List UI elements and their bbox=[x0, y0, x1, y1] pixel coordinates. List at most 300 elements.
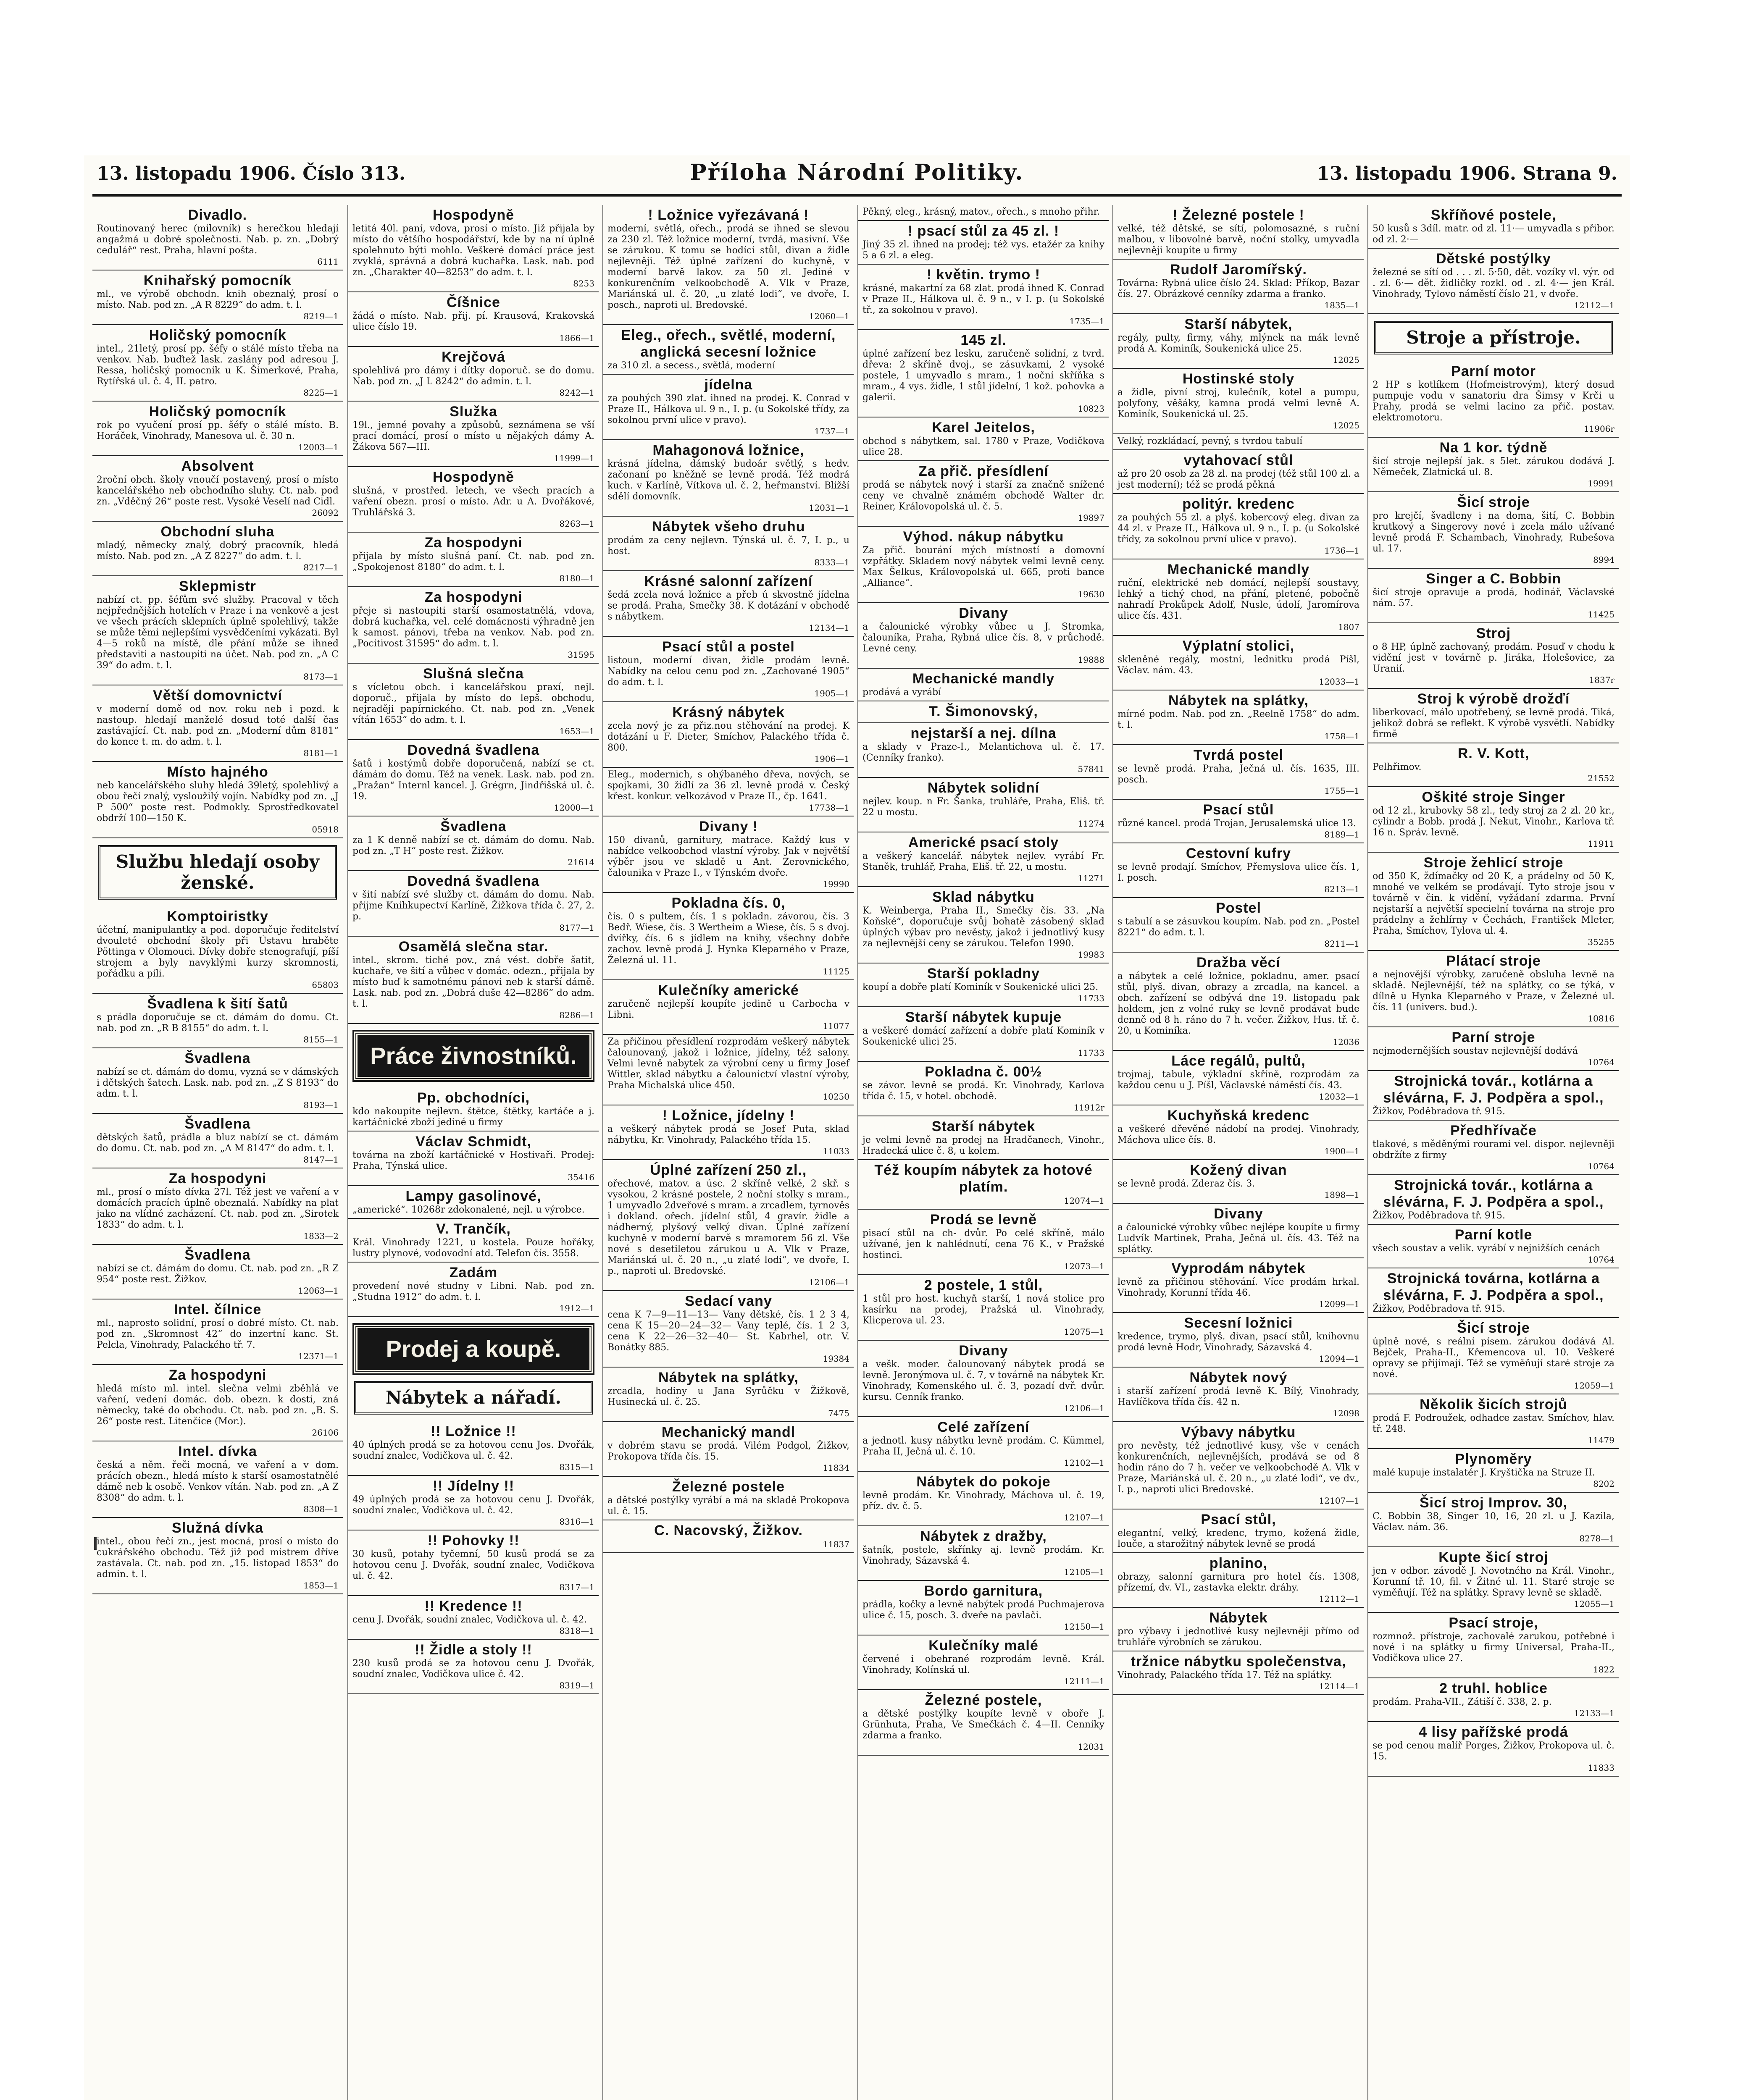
classified-ad bbox=[1368, 1225, 1619, 1268]
ad-text: v šití nabízí své služby ct. dámám do domu. Nab. přijme Knihkupectví Karlíně, Žižkova třída č. 27, 2. p. bbox=[352, 890, 594, 922]
ad-text: účetní, manipulantky a pod. doporučuje ředitelství dvouleté obchodní školy při Ústavu hraběte Pöttinga v Olomouci. Dívky dobře stenografují, píší strojem a byly navyklými kurzy skromnosti, pořádku a píli. bbox=[97, 925, 339, 979]
classified-ad bbox=[858, 461, 1109, 527]
ad-text: ml., prosí o místo dívka 27l. Též jest ve vaření a v domácích pracích úplně obeznalá. Nabídky na plat jako na vlídné zacházení. Ct. nab. pod zn. „Sirotek 1833“ do adm. t. l. bbox=[97, 1187, 339, 1230]
ad-heading: Za přič. přesídlení bbox=[918, 463, 1049, 479]
ad-text: od 350 K, ždímačky od 20 K, a prádelny od 50 K, mnohé ve velkém se prodávají. Tyto stroje jsou v továrně v čin. k vidění, vyžádaní zdarma. První nejstarší a největší specielní továrna na stroje pro prádelny a žehlírny v Čechách, František Mleter, Praha, Smíchov, Tylova ul. 4. bbox=[1373, 871, 1614, 936]
ad-heading: Divany bbox=[1214, 1206, 1263, 1222]
ad-code: 12031 bbox=[1078, 1742, 1104, 1752]
section-heading: Nábytek a nářadí. bbox=[354, 1381, 593, 1415]
ad-code: 12106—1 bbox=[1064, 1403, 1104, 1413]
ad-code: 11125 bbox=[823, 966, 849, 976]
classified-ad bbox=[92, 402, 343, 456]
ad-heading: Psací stroje, bbox=[1449, 1615, 1538, 1631]
ad-text: úplně nové, s reální písem. zárukou dodává Al. Bejček, Praha-II., Křemencova ul. 10. Veškeré opravy se přijímají. Též se vyměňují staré stroje za nové. bbox=[1373, 1336, 1614, 1380]
ad-code: 1906—1 bbox=[814, 754, 849, 764]
ad-text: za pouhých 55 zl. a plyš. kobercový eleg. divan za 44 zl. v Praze II., Hálkova ul. 9 n., I. p. (u Sokolské třídy, za sokolnou první ulice v pravo). bbox=[1117, 512, 1359, 545]
ad-text: 49 úplných prodá se za hotovou cenu J. Dvořák, soudní znalec, Vodičkova ul. č. 42. bbox=[352, 1494, 594, 1516]
classified-ad bbox=[1368, 205, 1619, 249]
ad-text: a čalounické výrobky vůbec u J. Stromka, čalouníka, Praha, Rybná ulice čís. 8, v průchodě. Levné ceny. bbox=[862, 622, 1104, 654]
ad-heading: ! květin. trymo ! bbox=[926, 267, 1041, 283]
ad-text: Král. Vinohrady 1221, u kostela. Pouze hořáky, lustry plynové, vodovodní atd. Telefon čís. 3558. bbox=[352, 1237, 594, 1259]
column-5 bbox=[1112, 205, 1364, 2100]
classified-ad bbox=[858, 417, 1109, 461]
ad-text: tlakové, s měděnými rourami vel. dispor. nejlevněji obdržíte z firmy bbox=[1373, 1139, 1614, 1160]
ad-text: Žižkov, Poděbradova tř. 915. bbox=[1373, 1304, 1506, 1314]
ad-code: 12055—1 bbox=[1574, 1599, 1614, 1609]
ad-heading: Sklad nábytku bbox=[932, 889, 1035, 905]
classified-ad bbox=[603, 571, 854, 637]
ad-code: 8319—1 bbox=[559, 1680, 594, 1690]
ad-heading: Nábytek bbox=[1209, 1610, 1268, 1626]
ad-heading: Secesní ložnici bbox=[1184, 1315, 1293, 1331]
classified-ad bbox=[1113, 1313, 1364, 1368]
ad-text: prodává a vyrábí bbox=[862, 687, 941, 698]
classified-ad bbox=[1113, 205, 1364, 260]
ad-text: a veškerý nábytek prodá se Josef Puta, sklad nábytku, Kr. Vinohrady, Palackého třída 15. bbox=[607, 1124, 849, 1145]
ad-heading: Divany bbox=[959, 605, 1008, 621]
ad-text: cena K 7—9—11—13— Vany dětské, čís. 1 2 3 4, cena K 15—20—24—32— Vany teplé, čís. 1 2 3, cena K 22—26—32—40— St. Kabrhel, otr. V. Bonátky 885. bbox=[607, 1310, 849, 1353]
ad-heading: Karel Jeitelos, bbox=[932, 420, 1035, 436]
ad-heading: 4 lisy pařížské prodá bbox=[1419, 1724, 1568, 1740]
ad-code: 1905—1 bbox=[814, 688, 849, 698]
ad-heading: Švadlena bbox=[184, 1247, 251, 1263]
ad-heading: Strojnická továrna, kotlárna a slévárna, F. J. Podpěra a spol., bbox=[1383, 1270, 1604, 1303]
classified-ad bbox=[858, 221, 1109, 265]
ad-text: K. Weinberga, Praha II., Smečky čís. 33. „Na Koňské“, doporučuje svůj bohatě zásobený sklad úplných výbav pro nevěsty, jakož i jednotlivý kusy za nejlevnější ceny se zárukou. Telefon 1990. bbox=[862, 906, 1104, 949]
ad-heading: 2 truhl. hoblice bbox=[1439, 1680, 1548, 1696]
ad-text: všech soustav a velik. vyrábí v nejnižších cenách bbox=[1373, 1243, 1601, 1254]
ad-code: 19888 bbox=[1078, 655, 1104, 665]
ad-heading: Sklepmistr bbox=[179, 578, 256, 594]
ad-heading: Několik šicích strojů bbox=[1420, 1396, 1567, 1412]
classified-ad bbox=[603, 1105, 854, 1160]
ad-code: 8242—1 bbox=[559, 388, 594, 398]
ad-heading: Pp. obchodníci, bbox=[417, 1090, 530, 1106]
classified-ad bbox=[603, 893, 854, 980]
classified-ad bbox=[1368, 1722, 1619, 1777]
columns bbox=[92, 205, 1622, 2100]
ad-heading: Nábytek do pokoje bbox=[916, 1474, 1051, 1490]
classified-ad bbox=[92, 325, 343, 402]
classified-ad bbox=[348, 347, 599, 402]
ad-code: 12025 bbox=[1333, 355, 1359, 365]
classified-ad bbox=[92, 1245, 343, 1299]
ad-heading: Vyprodám nábytek bbox=[1171, 1260, 1306, 1276]
classified-ad bbox=[858, 778, 1109, 832]
ad-heading: Hospodyně bbox=[432, 469, 515, 485]
ad-code: 1837r bbox=[1589, 675, 1614, 685]
ad-code: 8217—1 bbox=[303, 562, 339, 572]
classified-ad bbox=[1113, 434, 1364, 450]
ad-text: obchod s nábytkem, sal. 1780 v Praze, Vodičkova ulice 28. bbox=[862, 436, 1104, 457]
ad-heading: Kupte šicí stroj bbox=[1438, 1549, 1549, 1565]
ad-heading: Dětské postýlky bbox=[1436, 251, 1551, 267]
ad-heading: Skříňové postele, bbox=[1430, 207, 1557, 223]
ad-text: se levně prodají. Smíchov, Přemyslova ulice čís. 1, I. posch. bbox=[1117, 862, 1359, 883]
ad-heading: Výbavy nábytku bbox=[1181, 1424, 1296, 1440]
classified-ad bbox=[348, 816, 599, 871]
ad-text: prádla, kočky a levně nabýtek prodá Puchmajerova ulice č. 15, posch. 3. dveře na pavlači. bbox=[862, 1599, 1104, 1621]
ad-text: nejmodernějších soustav nejlevnější dodává bbox=[1373, 1046, 1578, 1056]
classified-ad bbox=[348, 467, 599, 533]
ad-code: 8147—1 bbox=[303, 1155, 339, 1165]
ad-code: 12000—1 bbox=[554, 803, 594, 813]
classified-ad bbox=[858, 1210, 1109, 1275]
classified-ad bbox=[348, 1219, 599, 1263]
ad-heading: Psací stůl bbox=[1203, 802, 1274, 818]
ad-code: 11271 bbox=[1078, 873, 1104, 883]
ad-text: šicí stroje nejlepší jak. s 5let. zárukou dodává J. Němeček, Zlatnická ul. 8. bbox=[1373, 456, 1614, 478]
ad-code: 11033 bbox=[823, 1146, 849, 1156]
classified-ad bbox=[858, 603, 1109, 669]
classified-ad bbox=[603, 325, 854, 375]
ad-text: nabízí se ct. dámám do domu, vyzná se v dámských i dětských šatech. Lask. nab. pod zn. „Z S 8193“ do adm. t. l. bbox=[97, 1067, 339, 1099]
ad-code: 31595 bbox=[568, 650, 594, 660]
ad-code: 8316—1 bbox=[559, 1517, 594, 1527]
ad-heading: Eleg., ořech., světlé, moderní, anglická secesní ložnice bbox=[621, 327, 836, 360]
section-heading: Stroje a přístroje. bbox=[1374, 321, 1613, 354]
ad-heading: !! Pohovky !! bbox=[427, 1533, 520, 1549]
ad-text: trojmaj, tabule, výkladní skříně, rozprodám za každou cenu u J. Píšl, Václavské náměstí čís. 43. bbox=[1117, 1069, 1359, 1091]
classified-ad bbox=[1368, 1449, 1619, 1493]
ad-text: železné se sítí od . . . zl. 5·50, dět. vozíky vl. výr. od . zl. 6·— dět. židličky rozkl. od . zl. 4·— jen Král. Vinohrady, Tylovo náměstí číslo 21, v dvoře. bbox=[1373, 267, 1614, 299]
ad-code: 11425 bbox=[1588, 609, 1614, 620]
classified-ad bbox=[603, 1291, 854, 1368]
classified-ad bbox=[603, 205, 854, 325]
ad-heading: Mechanické mandly bbox=[1167, 562, 1310, 578]
ad-text: hledá místo ml. intel. slečna velmi zběhlá ve vaření, vedení domác. dob. obezn. k dosti, zná německy, také do obchodu. Ct. nab. pod zn. „B. S. 26“ poste rest. Litenčice (Mor.). bbox=[97, 1383, 339, 1427]
ad-code: 12025 bbox=[1333, 420, 1359, 430]
ad-code: 12150—1 bbox=[1064, 1622, 1104, 1632]
ad-code: 11733 bbox=[1078, 993, 1104, 1003]
ad-code: 21614 bbox=[568, 857, 594, 867]
classified-ad bbox=[1368, 569, 1619, 623]
ad-code: 21552 bbox=[1588, 773, 1614, 783]
ad-text: krásné, makartní za 68 zlat. prodá ihned K. Conrad v Praze II., Hálkova ul. č. 9 n., v I. p. (u Sokolské tř., za sokolnou v pravo). bbox=[862, 283, 1104, 315]
ad-heading: Láce regálů, pultů, bbox=[1171, 1053, 1306, 1069]
ad-heading: Prodá se levně bbox=[930, 1212, 1037, 1228]
classified-ad bbox=[603, 1422, 854, 1477]
ad-code: 12036 bbox=[1333, 1037, 1359, 1047]
ad-heading: Nábytek z dražby, bbox=[920, 1528, 1047, 1544]
column-4 bbox=[857, 205, 1109, 2100]
ad-heading: Švadlena k šití šatů bbox=[147, 996, 288, 1012]
ad-heading: Za hospodyni bbox=[424, 589, 523, 605]
ad-code: 7475 bbox=[828, 1408, 849, 1418]
classified-ad bbox=[1113, 1651, 1364, 1695]
ad-code: 10250 bbox=[823, 1092, 849, 1102]
ad-code: 11837 bbox=[823, 1539, 849, 1549]
ad-text: 19l., jemné povahy a způsobů, seznámena se vší prací domácí, prosí o místo u nějakých dámy A. Žákova 567—III. bbox=[352, 420, 594, 452]
ad-heading: Zadám bbox=[449, 1265, 498, 1281]
ad-code: 8263—1 bbox=[559, 519, 594, 529]
ad-heading: Bordo garnitura, bbox=[924, 1583, 1043, 1599]
ad-code: 57841 bbox=[1078, 764, 1104, 774]
classified-ad bbox=[603, 1368, 854, 1422]
ad-heading: Výhod. nákup nábytku bbox=[903, 529, 1064, 545]
classified-ad bbox=[1113, 559, 1364, 636]
ad-heading: Intel. čílnice bbox=[174, 1302, 262, 1318]
ad-code: 12098 bbox=[1333, 1408, 1359, 1418]
ad-code: 8180—1 bbox=[559, 573, 594, 583]
classified-ad bbox=[1113, 843, 1364, 898]
ad-text: prodá F. Podroužek, odhadce zastav. Smíchov, hlav. tř. 248. bbox=[1373, 1413, 1614, 1434]
ad-text: zcela nový je za přiz.nou stěhování na prodej. K dotázání u F. Dieter, Smíchov, Palackého třída č. 800. bbox=[607, 721, 849, 753]
ad-heading: !! Ložnice !! bbox=[431, 1423, 516, 1439]
ad-code: 1758—1 bbox=[1324, 731, 1359, 741]
ad-heading: Mechanický mandl bbox=[661, 1424, 796, 1440]
ad-code: 12031—1 bbox=[809, 503, 849, 513]
ad-code: 17738—1 bbox=[809, 803, 849, 813]
section-banner: Práce živnostníků. bbox=[354, 1032, 593, 1080]
ad-heading: !! Židle a stoly !! bbox=[415, 1642, 532, 1658]
classified-ad bbox=[603, 1035, 854, 1105]
ad-text: dětských šatů, prádla a bluz nabízí se ct. dámám do domu. Ct. nab. pod zn. „A M 8147“ do adm. t. l. bbox=[97, 1132, 339, 1154]
classified-ad bbox=[858, 1635, 1109, 1690]
page-header bbox=[84, 155, 1630, 193]
ad-code: 65803 bbox=[312, 980, 339, 990]
ad-code: 1833—2 bbox=[303, 1231, 339, 1241]
ad-text: Velký, rozkládací, pevný, s tvrdou tabulí bbox=[1117, 436, 1303, 446]
classified-ad bbox=[1113, 745, 1364, 800]
ad-code: 8333—1 bbox=[814, 557, 849, 567]
classified-ad bbox=[348, 1421, 599, 1476]
ad-heading: Švadlena bbox=[184, 1116, 251, 1132]
ad-code: 10823 bbox=[1078, 404, 1104, 414]
ad-heading: ! psací stůl za 45 zl. ! bbox=[907, 223, 1060, 239]
ad-heading: Krejčová bbox=[442, 349, 505, 365]
ad-heading: Divany ! bbox=[699, 819, 758, 835]
ad-heading: Úplné zařízení 250 zl., bbox=[650, 1162, 807, 1178]
ad-code: 1653—1 bbox=[559, 726, 594, 736]
ad-text: a dětské postýlky koupíte levně v oboře J. Grünhuta, Praha, Ve Smečkách č. 4—II. Cenníky zdarma a franko. bbox=[862, 1709, 1104, 1741]
ad-heading: Hospodyně bbox=[432, 207, 515, 223]
classified-ad bbox=[858, 1526, 1109, 1581]
ad-text: jen v odbor. závodě J. Novotného na Král. Vinohr., Korunní tř. 10, fil. v Žitné ul. 11. Staré stroje se vyměňují. Též na splátky. Spravy levně se skladě. bbox=[1373, 1566, 1614, 1598]
ad-text: koupí a dobře platí Kominík v Soukenické ulici 25. bbox=[862, 982, 1099, 992]
classified-ad bbox=[1113, 1553, 1364, 1608]
classified-ad bbox=[1113, 1258, 1364, 1313]
ad-text: ořechové, matov. a úsc. 2 skříně velké, 2 skř. s vysokou, 2 krásné postele, 2 noční stolky s mram., 1 umyvadlo 2dveřové s mram. a zrcadlem, tyrnověs i dokland. ořech. jídelní stůl, 4 gravír. židle a nádherný, plyšový velký divan. Úplné zařízení kuchyně v moderní barvě s mramorem 56 zl. Vše nové s desetiletou zárukou u A. Vlk v Praze, Mariánská ul. č. 20 n., „u zlaté lodi“, ve dvoře, I. p., naproti ul. Bredovské. bbox=[607, 1179, 849, 1276]
classified-ad bbox=[348, 664, 599, 740]
classified-ad bbox=[858, 1007, 1109, 1062]
classified-ad bbox=[1113, 314, 1364, 369]
ad-text: s prádla doporučuje se ct. dámám do domu. Ct. nab. pod zn. „R B 8155“ do adm. t. l. bbox=[97, 1012, 339, 1034]
classified-ad bbox=[858, 205, 1109, 221]
ad-text: letitá 40l. paní, vdova, prosí o místo. Již přijala by místo do většího hospodářství, kde by na ní úplně spolehnuto býti mohlo. Veškeré domácí práce jest zvyklá, správná a dobrá kuchařka. Lask. nab. pod zn. „Charakter 40—8253“ do adm. t. l. bbox=[352, 223, 594, 278]
classified-ad bbox=[92, 994, 343, 1048]
classified-ad bbox=[1113, 1509, 1364, 1553]
ad-code: 12114—1 bbox=[1319, 1681, 1359, 1691]
ad-text: krásná jídelna, dámský budoár světlý, s hedv. začonaní po kněžně se levně prodá. Též modrá kuch. v Karlíně, Vítkova ul. č. 2, heřmanství. Bližší sdělí domovník. bbox=[607, 459, 849, 502]
ad-code: 8211—1 bbox=[1324, 939, 1359, 949]
ad-code: 12371—1 bbox=[298, 1351, 339, 1361]
ad-code: 12107—1 bbox=[1064, 1512, 1104, 1522]
classified-ad bbox=[603, 1520, 854, 1553]
ad-code: 12133—1 bbox=[1574, 1708, 1614, 1718]
ad-heading: jídelna bbox=[704, 377, 753, 393]
classified-ad bbox=[1368, 623, 1619, 689]
ad-code: 05918 bbox=[312, 824, 339, 835]
classified-ad bbox=[603, 1477, 854, 1520]
ad-text: liberkovací, málo upotřebený, se levně prodá. Tiká, jelikož dobrá se reflekt. K výrobě vysvětlí. Nabídky firmě bbox=[1373, 707, 1614, 740]
ad-text: 50 kusů s 3díl. matr. od zl. 11·— umyvadla s přibor. od zl. 2·— bbox=[1373, 223, 1614, 245]
ad-heading: Parní kotle bbox=[1454, 1227, 1533, 1243]
ad-text: slušná, v prostřed. letech, ve všech pracích a vaření obezn. prosí o místo. Adr. u A. Dvořákové, Truhlářská 3. bbox=[352, 486, 594, 518]
classified-ad bbox=[1113, 1608, 1364, 1651]
ad-code: 12106—1 bbox=[809, 1277, 849, 1287]
header-right bbox=[1317, 163, 1617, 184]
ad-heading: Šicí stroje bbox=[1457, 1320, 1530, 1336]
ad-code: 8286—1 bbox=[559, 1010, 594, 1020]
classified-ad bbox=[858, 527, 1109, 603]
ad-heading: Kulečníky malé bbox=[928, 1638, 1039, 1654]
header-title: Příloha Národní Politiky. bbox=[690, 160, 1024, 185]
classified-ad bbox=[1368, 1613, 1619, 1678]
classified-ad bbox=[348, 1476, 599, 1530]
ad-heading: Komptoiristky bbox=[167, 908, 268, 924]
ad-code: 8202 bbox=[1593, 1479, 1614, 1489]
ad-heading: planino, bbox=[1209, 1555, 1268, 1571]
ad-text: Za přičinou přesídlení rozprodám veškerý nábytek čalounovaný, jakož i ložnice, jídelny, též salony. Velmi levně nabytek za výrobní ceny u firmy Josef Wittler, sklad nábytku a čalounictví vlastní výroby, Praha Michalská ulice 450. bbox=[607, 1037, 849, 1091]
ad-text: přijala by místo slušná paní. Ct. nab. pod zn. „Spokojenost 8180“ do adm. t. l. bbox=[352, 551, 594, 572]
classified-ad bbox=[858, 1275, 1109, 1341]
classified-ad bbox=[1113, 260, 1364, 314]
ad-code: 11834 bbox=[823, 1463, 849, 1473]
ad-text: v dobrém stavu se prodá. Vilém Podgol, Žižkov, Prokopova třída čís. 15. bbox=[607, 1441, 849, 1462]
ad-text: a nábytek a celé ložnice, pokladnu, amer. psací stůl, plyš. divan, obrazy a zrcadla, na kancel. a obch. zařízení se odbývá dne 19. listopadu pak holdem, jen z volné ruky se levně prodávat bude denně od 8 h. ráno do 7 h. večer. Žižkov, Hus. tř. č. 20, u Kominíka. bbox=[1117, 971, 1359, 1036]
classified-ad bbox=[348, 205, 599, 292]
ad-code: 8318—1 bbox=[559, 1626, 594, 1636]
ad-heading: Dovedná švadlena bbox=[407, 873, 540, 889]
ad-heading: Celé zařízení bbox=[937, 1419, 1030, 1435]
ad-text: 40 úplných prodá se za hotovou cenu Jos. Dvořák, soudní znalec, Vodičkova ul. č. 42. bbox=[352, 1440, 594, 1461]
classified-ad bbox=[858, 701, 1109, 723]
ad-heading: Kožený divan bbox=[1190, 1162, 1287, 1178]
ad-text: pro nevěsty, též jednotlivé kusy, vše v cenách konkurenčních, nejlevnějších, prodává se od 8 hodin ráno do 7 h. večer ve velkoobchodě A. Vlk v Praze, Mariánská ul. č. 20 n., „u zlaté lodi“, ve dv., I. p., naproti ulici Bredovské. bbox=[1117, 1441, 1359, 1495]
ad-text: šicí stroje opravuje a prodá, hodinář, Václavské nám. 57. bbox=[1373, 587, 1614, 609]
classified-ad bbox=[92, 1365, 343, 1441]
classified-ad bbox=[858, 832, 1109, 887]
ad-heading: Krásné salonní zařízení bbox=[644, 573, 813, 589]
ad-text: 1 stůl pro host. kuchyň starší, 1 nová stolice pro kasírku na prodej, Pražská ul. Vinohrady, Klicperova ul. 23. bbox=[862, 1294, 1104, 1326]
ad-code: 8193—1 bbox=[303, 1100, 339, 1110]
classified-ad bbox=[1113, 898, 1364, 953]
ad-text: červené i obehrané rozprodám levně. Král. Vinohrady, Kolínská ul. bbox=[862, 1654, 1104, 1675]
classified-ad bbox=[858, 1472, 1109, 1526]
ad-text: pro krejčí, švadleny i na doma, šití, C. Bobbin krutkový a Singerovy nové i zcela málo užívané levně prodá F. Schambach, Vinohrady, Rubešova ul. 17. bbox=[1373, 511, 1614, 554]
column-6 bbox=[1367, 205, 1619, 2100]
classified-ad bbox=[348, 1186, 599, 1219]
ad-heading: Šicí stroj Improv. 30, bbox=[1419, 1495, 1568, 1511]
ad-text: Pelhřimov. bbox=[1373, 762, 1422, 772]
ad-heading: Divany bbox=[959, 1343, 1008, 1359]
ad-text: pro výbavy i jednotlivé kusy nejlevněji přímo od truhláře výrobních se zárukou. bbox=[1117, 1626, 1359, 1648]
ad-text: obrazy, salonní garnitura pro hotel čís. 1308, přízemí, dv. VI., zastavka elektr. dráhy. bbox=[1117, 1572, 1359, 1593]
ad-text: rok po vyučení prosí pp. šéfy o stálé místo. B. Horáček, Vinohrady, Manesova ul. č. 30 n. bbox=[97, 420, 339, 441]
ad-heading: Nábytek solidní bbox=[927, 780, 1040, 796]
ad-heading: Oškité stroje Singer bbox=[1422, 789, 1565, 805]
ad-text: o 8 HP, úplně zachovaný, prodám. Posuď v chodu k vidění jest v továrně p. Jiráka, Holešovice, za Uranií. bbox=[1373, 642, 1614, 674]
ad-heading: Strojnická továr., kotlárna a slévárna, F. J. Podpěra a spol., bbox=[1383, 1177, 1604, 1210]
classified-ad bbox=[603, 702, 854, 768]
ad-text: a židle, pivní stroj, kulečník, kotel a pumpu, polyfony, věšáky, kamna prodá velmi levně A. Kominík, Soukenická ul. 25. bbox=[1117, 387, 1359, 420]
ad-code: 26106 bbox=[312, 1428, 339, 1438]
ad-text: ruční, elektrické neb domácí, nejlepší soustavy, lehký a tichý chod, na přání, pletené, pobočně nahradí Prokůpek Adolf, Nusle, údolí, Jaromírova ulice čís. 431. bbox=[1117, 578, 1359, 621]
classified-ad bbox=[603, 1160, 854, 1291]
header-page: Strana 9. bbox=[1522, 163, 1617, 184]
ad-text: a dětské postýlky vyrábí a má na skladě Prokopova ul. č. 15. bbox=[607, 1495, 849, 1517]
ad-text: a jednotl. kusy nábytku levně prodám. C. Kümmel, Praha II, Ječná ul. č. 10. bbox=[862, 1436, 1104, 1457]
classified-ad bbox=[1368, 1071, 1619, 1121]
ad-text: zrcadla, hodiny u Jana Syrůčku v Žižkově, Husinecká ul. č. 25. bbox=[607, 1386, 849, 1407]
classified-ad bbox=[603, 980, 854, 1035]
classified-ad bbox=[348, 402, 599, 467]
classified-ad bbox=[348, 740, 599, 816]
ad-heading: V. Trančík, bbox=[436, 1221, 511, 1237]
ad-text: spolehlivá pro dámy i dítky doporuč. se do domu. Nab. pod zn. „J L 8242“ do admin. t. l. bbox=[352, 365, 594, 387]
classified-ad bbox=[858, 887, 1109, 963]
ad-text: šatů i kostýmů dobře doporučená, nabízí se ct. dámám do domu. Též na venek. Lask. nab. pod zn. „Pražan“ Internl kancel. J. Grégrn, Jindřišská ul. č. 19. bbox=[352, 759, 594, 802]
ad-heading: 2 postele, 1 stůl, bbox=[924, 1277, 1043, 1293]
classified-ad bbox=[858, 1417, 1109, 1472]
ad-code: 12073—1 bbox=[1064, 1261, 1104, 1271]
classified-ad bbox=[858, 265, 1109, 330]
classified-ad bbox=[1368, 1318, 1619, 1394]
classified-ad bbox=[348, 587, 599, 664]
ad-text: Žižkov, Poděbradova tř. 915. bbox=[1373, 1106, 1506, 1117]
ad-code: 8278—1 bbox=[1579, 1533, 1614, 1544]
classified-ad bbox=[858, 1341, 1109, 1417]
ad-text: 2 HP s kotlíkem (Hofmeistrovým), který dosud pumpuje vodu v sanatoriu dra Šimsy v Krči u Prahy, prodá se velmi lacino za přič. postav. elektromotoru. bbox=[1373, 380, 1614, 423]
ad-code: 8308—1 bbox=[303, 1504, 339, 1514]
ad-text: i starší zařízení prodá levně K. Bílý, Vinohrady, Havlíčkova třída čís. 42 n. bbox=[1117, 1386, 1359, 1407]
ad-heading: Za hospodyni bbox=[168, 1171, 267, 1186]
ad-text: 30 kusů, potahy tyčemní, 50 kusů prodá se za hotovou cenu J. Dvořák, soudní znalec, Vodičkova ul. č. 42. bbox=[352, 1549, 594, 1581]
classified-ad bbox=[1368, 853, 1619, 951]
classified-ad bbox=[1368, 787, 1619, 853]
ad-code: 1737—1 bbox=[814, 426, 849, 436]
classified-ad bbox=[348, 1640, 599, 1694]
ad-heading: Služná dívka bbox=[172, 1520, 263, 1536]
classified-ad bbox=[1113, 1051, 1364, 1105]
classified-ad bbox=[92, 1441, 343, 1518]
classified-ad bbox=[1368, 951, 1619, 1027]
ad-text: cenu J. Dvořák, soudní znalec, Vodičkova ul. č. 42. bbox=[352, 1614, 587, 1625]
ad-heading: Starší nábytek bbox=[931, 1118, 1036, 1134]
ad-text: prodám za ceny nejlevn. Týnská ul. č. 7, I. p., u host. bbox=[607, 535, 849, 556]
ad-heading: vytahovací stůl bbox=[1183, 452, 1294, 468]
ad-text: a čalounické výrobky vůbec nejlépe koupíte u firmy Ludvík Martinek, Praha, Ječná ul. čís. 43. Též na splátky. bbox=[1117, 1222, 1359, 1255]
ad-text: čís. 0 s pultem, čís. 1 s pokladn. závorou, čís. 3 Bedř. Wiese, čís. 3 Wertheim a Wiese, čís. 5 s dvoj. dvířky, čís. 6 s jídlem na knihy, všechny dobře zachov. levně prodá J. Hynka Kleparného v Praze, Železná ul. 11. bbox=[607, 911, 849, 966]
classified-ad bbox=[348, 1530, 599, 1596]
classified-ad bbox=[858, 1116, 1109, 1160]
ad-text: Jiný 35 zl. ihned na prodej; též vys. etažér za knihy 5 a 6 zl. a eleg. bbox=[862, 239, 1104, 261]
ad-heading: Pokladna čís. 0, bbox=[671, 895, 786, 911]
ad-text: různé kancel. prodá Trojan, Jerusalemská ulice 13. bbox=[1117, 818, 1357, 829]
ad-text: intel., obou řečí zn., jest mocná, prosí o místo do cukrářského obchodu. Též již pod mistrem dříve zastávala. Ct. nab. pod zn. „15. listopad 1853“ do admin. t. l. bbox=[97, 1536, 339, 1580]
header-date-left: 13. listopadu 1906. bbox=[97, 163, 296, 184]
classified-ad bbox=[1113, 494, 1364, 559]
classified-ad bbox=[858, 1581, 1109, 1635]
ad-code: 12112—1 bbox=[1319, 1594, 1359, 1604]
classified-ad bbox=[348, 871, 599, 937]
ad-heading: C. Nacovský, Žižkov. bbox=[654, 1522, 803, 1538]
ad-heading: Nábytek na splátky, bbox=[1168, 693, 1309, 709]
classified-ad bbox=[92, 1048, 343, 1114]
ad-heading: Absolvent bbox=[181, 458, 254, 474]
ad-text: intel., 21letý, prosí pp. šéfy o stálé místo třeba na venkov. Nab. buďtež lask. zaslány pod adresou J. Ressa, holičský pomocník u K. Šimerkové, Praha, Rytířská ul. č. 4, II. patro. bbox=[97, 344, 339, 387]
